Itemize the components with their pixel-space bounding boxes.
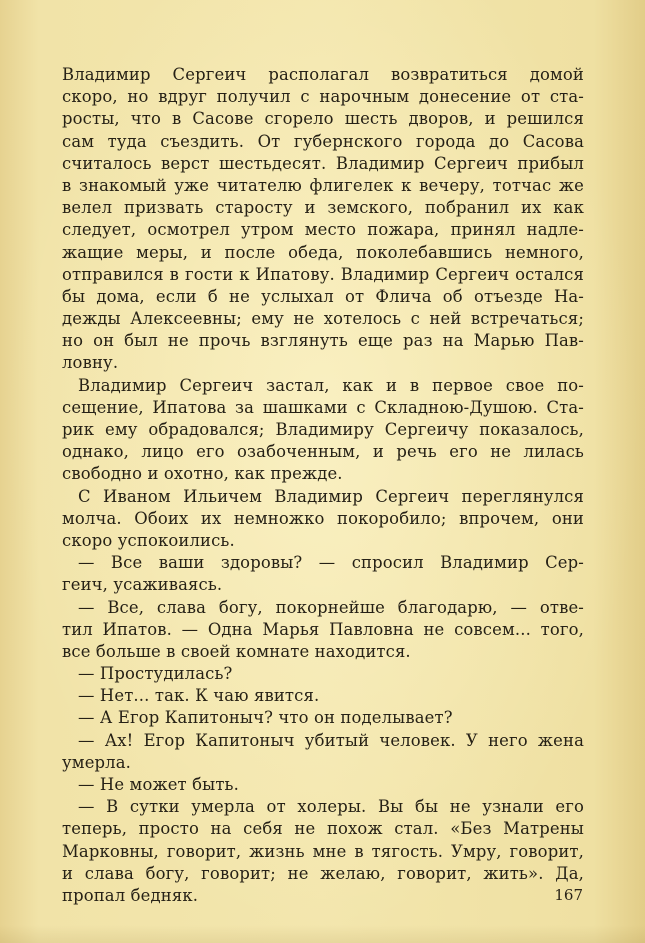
text-line: — Не может быть. — [78, 775, 239, 794]
text-line: — Все ваши здоровы? — спросил Владимир Сер- — [78, 553, 584, 573]
text-line: скоро, но вдруг получил с нарочным донесение от ста- — [62, 87, 584, 107]
text-line: — Ах! Егор Капитоныч убитый человек. У него жена — [78, 730, 584, 750]
text-line: Владимир Сергеич располагал возвратиться домой — [62, 65, 584, 84]
text-line: велел призвать старосту и земского, побранил их как — [62, 198, 584, 218]
text-line: Марковны, говорит, жизнь мне в тягость. Умру, говорит, — [62, 841, 584, 861]
text-line: бы дома, если б не услыхал от Флича об отъезде На- — [62, 286, 584, 306]
text-line: в знакомый уже читателю флигелек к вечеру, тотчас же — [62, 175, 584, 195]
text-line: ловну. — [62, 353, 119, 373]
body-text — [62, 64, 584, 907]
text-line: дежды Алексеевны; ему не хотелось с ней встречаться; — [62, 309, 584, 329]
text-line: следует, осмотрел утром место пожара, принял надле- — [62, 220, 584, 240]
text-line: однако, лицо его озабоченным, и речь его не лилась — [62, 442, 584, 462]
text-line: — Все, слава богу, покорнейше благодарю, — отве- — [78, 597, 584, 617]
text-line: и слава богу, говорит; не желаю, говорит, жить». Да, — [62, 863, 584, 883]
text-line: пропал бедняк. — [62, 885, 199, 905]
text-line: считалось верст шестьдесят. Владимир Сергеич прибыл — [62, 153, 584, 173]
text-line: — А Егор Капитоныч? что он поделывает? — [78, 708, 453, 728]
page-number: 167 — [554, 886, 583, 904]
text-line: С Иваном Ильичем Владимир Сергеич переглянулся — [78, 486, 584, 506]
text-line: — Нет... так. К чаю явится. — [78, 686, 320, 706]
text-line: Владимир Сергеич застал, как и в первое свое по- — [78, 375, 584, 395]
text-line: росты, что в Сасове сгорело шесть дворов, и решился — [62, 109, 584, 129]
text-line: тил Ипатов. — Одна Марья Павловна не совсем... того, — [62, 619, 584, 639]
text-line: отправился в гости к Ипатову. Владимир Сергеич остался — [62, 264, 584, 284]
text-line: рик ему обрадовался; Владимиру Сергеичу показалось, — [62, 420, 584, 439]
text-line: — Простудилась? — [78, 664, 233, 684]
text-line: сещение, Ипатова за шашками с Складною-Душою. Ста- — [62, 397, 584, 417]
text-line: все больше в своей комнате находится. — [62, 641, 411, 661]
text-line: скоро успокоились. — [62, 530, 235, 550]
text-line: геич, усаживаясь. — [62, 575, 223, 595]
text-line: молча. Обоих их немножко покоробило; впрочем, они — [62, 508, 584, 528]
text-line: жащие меры, и после обеда, поколебавшись немного, — [62, 242, 584, 262]
text-line: умерла. — [62, 752, 132, 772]
text-line: — В сутки умерла от холеры. Вы бы не узнали его — [78, 797, 584, 817]
text-line: теперь, просто на себя не похож стал. «Без Матрены — [62, 819, 584, 839]
text-line: сам туда съездить. От губернского города до Сасова — [62, 131, 584, 151]
text-line: свободно и охотно, как прежде. — [62, 464, 343, 484]
text-line: но он был не прочь взглянуть еще раз на Марью Пав- — [62, 331, 584, 351]
